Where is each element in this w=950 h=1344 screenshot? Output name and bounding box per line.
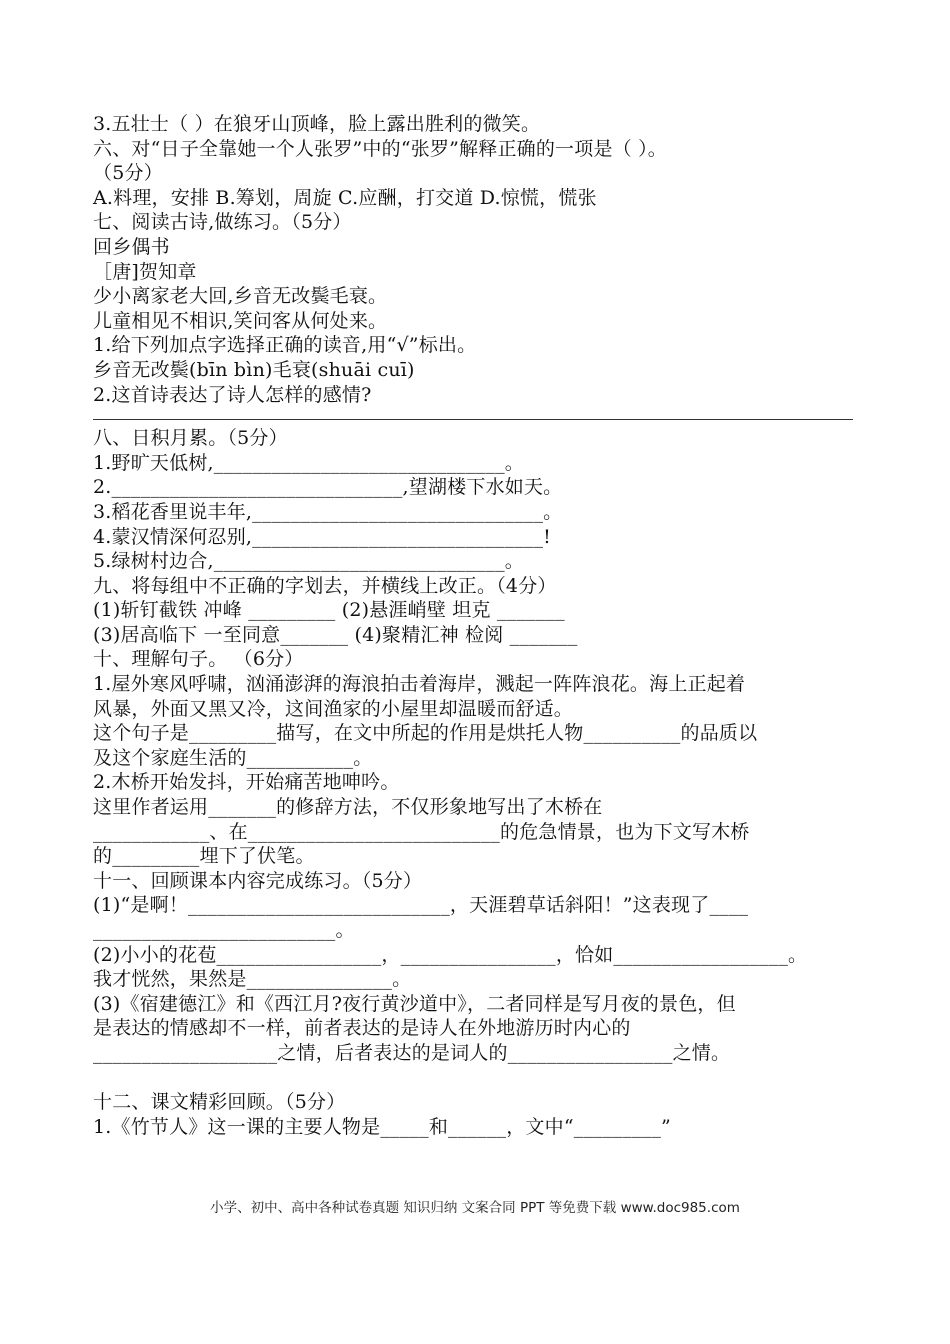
q12-heading: 十二、课文精彩回顾。（5分） xyxy=(93,1091,346,1114)
q8-item-4: 4.蒙汉情深何忍别,______________________________! xyxy=(93,525,552,548)
page-footer: 小学、初中、高中各种试卷真题 知识归纳 文案合同 PPT 等免费下载 www.doc985.com xyxy=(210,1200,740,1216)
q7-sub-2: 2.这首诗表达了诗人怎样的感情? xyxy=(93,383,372,406)
q6-options: A.料理，安排 B.筹划，周旋 C.应酬，打交道 D.惊慌，慌张 xyxy=(93,186,597,209)
q9-heading: 九、将每组中不正确的字划去，并横线上改正。（4分） xyxy=(93,574,557,597)
q11-heading: 十一、回顾课本内容完成练习。（5分） xyxy=(93,869,423,892)
q7-sub-1: 1.给下列加点字选择正确的读音,用“√”标出。 xyxy=(93,334,477,357)
exam-page xyxy=(93,112,863,1139)
q8-item-2: 2.______________________________,望湖楼下水如天。 xyxy=(93,476,563,499)
q10-answer-1a: 这个句子是_________描写，在文中所起的作用是烘托人物__________的品质以 xyxy=(93,722,758,745)
q7-pronunciation: 乡音无改鬓(bīn bìn)毛衰(shuāi cuī) xyxy=(93,358,415,381)
q9-row-2: (3)居高临下 一至同意_______ (4)聚精汇神 检阅 _______ xyxy=(93,623,578,646)
q10-heading: 十、理解句子。 （6分） xyxy=(93,648,304,671)
q11-item-3b: 是表达的情感却不一样，前者表达的是诗人在外地游历时内心的 xyxy=(93,1017,631,1040)
answer-line xyxy=(93,407,853,420)
q11-item-2a: (2)小小的花苞_________________，________________，恰如__________________。 xyxy=(93,943,808,966)
q9-row-1: (1)斩钉截铁 冲峰 _________ (2)悬涯峭壁 坦克 _______ xyxy=(93,599,565,622)
q7-heading: 七、阅读古诗,做练习。（5分） xyxy=(93,211,352,234)
q10-answer-2c: 的_________埋下了伏笔。 xyxy=(93,845,315,868)
q11-item-1b: _________________________。 xyxy=(93,919,355,941)
q6-score: （5分） xyxy=(93,162,163,185)
spacer xyxy=(93,1066,863,1091)
q8-item-1: 1.野旷天低树,______________________________。 xyxy=(93,451,524,474)
q11-item-2b: 我才恍然，果然是_______________。 xyxy=(93,968,412,991)
poem-line-1: 少小离家老大回,乡音无改鬓毛衰。 xyxy=(93,285,388,308)
q11-item-1a: (1)“是啊！___________________________，天涯碧草话斜阳！”这表现了____ xyxy=(93,894,749,917)
q10-answer-2b: ____________、在__________________________的危急情景，也为下文写木桥 xyxy=(93,820,750,843)
q5-item-3: 3.五壮士（ ）在狼牙山顶峰，脸上露出胜利的微笑。 xyxy=(93,113,541,135)
q6-question: 六、对“日子全靠她一个人张罗”中的“张罗”解释正确的一项是（ ）。 xyxy=(93,137,667,160)
poem-title: 回乡偶书 xyxy=(93,235,170,258)
q12-item-1: 1.《竹节人》这一课的主要人物是_____和______，文中“_________” xyxy=(93,1115,671,1138)
q10-answer-1b: 及这个家庭生活的___________。 xyxy=(93,746,373,769)
poem-author: ［唐]贺知章 xyxy=(93,260,197,283)
q10-sentence-1a: 1.屋外寒风呼啸，汹涌澎湃的海浪拍击着海岸，溅起一阵阵浪花。海上正起着 xyxy=(93,673,746,696)
q10-sentence-2: 2.木桥开始发抖，开始痛苦地呻吟。 xyxy=(93,771,400,794)
q10-answer-2a: 这里作者运用_______的修辞方法，不仅形象地写出了木桥在 xyxy=(93,796,603,819)
q11-item-3c: ___________________之情，后者表达的是词人的_________________之情。 xyxy=(93,1041,731,1064)
poem-line-2: 儿童相见不相识,笑问客从何处来。 xyxy=(93,309,388,332)
q10-sentence-1b: 风暴，外面又黑又冷，这间渔家的小屋里却温暖而舒适。 xyxy=(93,697,574,720)
q8-item-5: 5.绿树村边合,______________________________。 xyxy=(93,550,524,573)
q8-item-3: 3.稻花香里说丰年,______________________________。 xyxy=(93,500,563,523)
q8-heading: 八、日积月累。（5分） xyxy=(93,427,288,450)
q11-item-3a: (3)《宿建德江》和《西江月?夜行黄沙道中》，二者同样是写月夜的景色，但 xyxy=(93,992,736,1015)
